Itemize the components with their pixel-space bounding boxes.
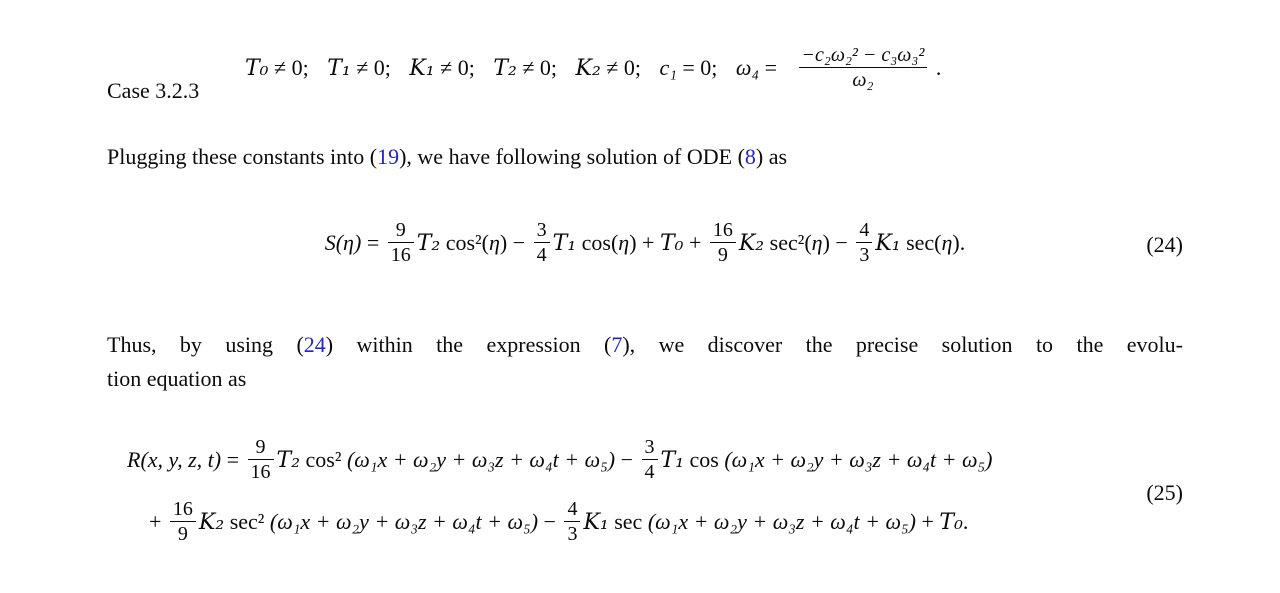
math-arg: η	[811, 230, 823, 256]
equation-24-number: (24)	[1146, 232, 1183, 257]
math-var: T₂	[416, 231, 441, 257]
ref-link-8[interactable]: 8	[744, 144, 756, 169]
math-phase: (ω₁x + ω₂y + ω₃z + ω₄t + ω₅)	[346, 447, 616, 473]
condition-item	[736, 55, 777, 80]
equation-24	[107, 200, 1183, 290]
ref-link-7[interactable]: 7	[611, 332, 623, 357]
math-op: +	[149, 509, 167, 535]
math-op: −	[615, 447, 639, 473]
math-var: T₂	[493, 56, 517, 82]
ref-link-24[interactable]: 24	[303, 332, 326, 357]
math-arg: η	[488, 230, 500, 256]
math-var: T₀	[245, 56, 269, 82]
math-relation: ≠ 0;	[516, 55, 558, 81]
paragraph-text: ), we discover the precise solution to the evolu-	[622, 332, 1183, 357]
paragraph-line	[107, 328, 1183, 362]
fraction-denominator: 16	[390, 244, 411, 266]
fraction	[799, 45, 928, 91]
math-op: sec²(	[764, 230, 812, 256]
fraction-numerator: 3	[644, 436, 655, 458]
math-relation: ≠ 0;	[350, 55, 391, 81]
paragraph-line: tion equation as	[107, 366, 247, 391]
math-var: K₁	[409, 56, 435, 82]
math-var: T₁	[660, 448, 685, 474]
fraction	[388, 220, 414, 266]
paragraph-text: ), we have following solution of ODE (	[399, 144, 745, 169]
condition-item	[327, 55, 391, 80]
condition-item	[245, 55, 309, 80]
math-var: R(x, y, z, t)	[127, 447, 222, 473]
math-var: K₂	[575, 56, 601, 82]
math-relation: = 0;	[676, 55, 718, 81]
math-arg: η	[941, 230, 953, 256]
equation-25-line-1-body	[127, 436, 993, 485]
fraction-numerator: 4	[567, 498, 578, 520]
fraction-numerator: 3	[536, 219, 547, 241]
math-var: T₁	[552, 231, 577, 257]
fraction	[170, 499, 196, 545]
fraction-bar	[534, 242, 550, 243]
fraction-denominator: 4	[536, 244, 547, 266]
fraction	[248, 437, 274, 483]
fraction-denominator: 16	[250, 461, 271, 483]
math-op: cos	[684, 447, 725, 473]
math-phase: (ω₁x + ω₂y + ω₃z + ω₄t + ω₅)	[269, 509, 539, 535]
math-op: cos²(	[440, 230, 489, 256]
case-section	[107, 30, 1183, 114]
math-op: =	[221, 447, 245, 473]
math-relation: ≠ 0;	[600, 55, 641, 81]
fraction-numerator: 16	[172, 498, 193, 520]
fraction-bar	[710, 242, 736, 243]
math-var: K₂	[738, 231, 765, 257]
math-var: T₀	[659, 231, 684, 257]
paragraph-text: Plugging these constants into (	[107, 144, 378, 169]
fraction	[534, 220, 550, 266]
math-var: K₁	[875, 231, 901, 257]
fraction-bar	[856, 242, 872, 243]
fraction-denominator: 4	[644, 461, 655, 483]
paragraph-text: ) as	[755, 144, 788, 169]
math-phase: (ω₁x + ω₂y + ω₃z + ω₄t + ω₅)	[724, 447, 993, 473]
math-op: sec(	[900, 230, 942, 256]
equation-25-line-2-body	[149, 498, 969, 547]
equation-25-line-1	[127, 430, 1183, 494]
math-phase: (ω₁x + ω₂y + ω₃z + ω₄t + ω₅)	[647, 509, 916, 535]
fraction	[856, 220, 872, 266]
fraction-numerator: 9	[395, 219, 406, 241]
paragraph-text: ) within the expression (	[325, 332, 612, 357]
fraction-denominator: 3	[567, 523, 578, 545]
condition-item	[409, 55, 474, 80]
math-arg: η	[618, 230, 630, 256]
case-conditions	[245, 44, 942, 93]
fraction-numerator: 9	[255, 436, 266, 458]
math-relation: ≠ 0;	[268, 55, 309, 81]
math-var: T₂	[276, 448, 301, 474]
equation-24-body	[324, 219, 966, 268]
math-op: ) −	[822, 230, 854, 256]
math-var: S(η)	[324, 230, 362, 256]
fraction	[564, 499, 580, 545]
equation-25	[107, 430, 1183, 556]
paragraph-2	[107, 328, 1183, 396]
math-op: −	[538, 509, 562, 535]
fraction-bar	[799, 67, 928, 68]
math-op: sec	[608, 509, 648, 535]
math-period: .	[935, 55, 942, 81]
math-var: c₁	[659, 55, 677, 81]
condition-item	[493, 55, 557, 80]
fraction-numerator: 4	[859, 219, 870, 241]
paragraph-1	[107, 141, 1187, 173]
case-label: Case 3.2.3	[107, 78, 200, 103]
math-op: +	[915, 509, 940, 535]
math-var: K₁	[583, 510, 609, 536]
equation-25-number: (25)	[1146, 480, 1183, 505]
fraction-denominator: 3	[859, 244, 870, 266]
math-op: ).	[952, 230, 966, 256]
math-op: =	[361, 230, 385, 256]
equation-25-line-2	[149, 494, 1183, 554]
fraction-denominator: 9	[717, 244, 728, 266]
fraction	[710, 220, 736, 266]
math-var: T₁	[327, 56, 351, 82]
math-op: ) −	[499, 230, 531, 256]
fraction-bar	[170, 521, 196, 522]
condition-item	[576, 55, 641, 80]
math-op: ) +	[629, 230, 660, 256]
math-op: cos²	[300, 447, 347, 473]
ref-link-19[interactable]: 19	[377, 144, 400, 169]
math-op: sec²	[224, 509, 270, 535]
fraction-denominator: 9	[177, 523, 188, 545]
math-relation: ≠ 0;	[434, 55, 475, 81]
math-op: +	[683, 230, 707, 256]
fraction-bar	[564, 521, 580, 522]
fraction-bar	[248, 459, 274, 460]
fraction-bar	[642, 459, 658, 460]
fraction-bar	[388, 242, 414, 243]
math-relation: =	[759, 55, 778, 81]
fraction-numerator: 16	[712, 219, 733, 241]
math-op: cos(	[576, 230, 619, 256]
math-var: T₀	[939, 510, 963, 536]
math-period: .	[962, 509, 969, 535]
math-var: K₂	[198, 510, 225, 536]
fraction-numerator: −c₂ω₂² − c₃ω₃²	[801, 44, 925, 66]
condition-item	[659, 55, 717, 80]
fraction	[642, 437, 658, 483]
paragraph-text: Thus, by using (	[107, 332, 304, 357]
fraction-denominator: ω₂	[852, 69, 874, 91]
math-var: ω₄	[735, 55, 760, 81]
